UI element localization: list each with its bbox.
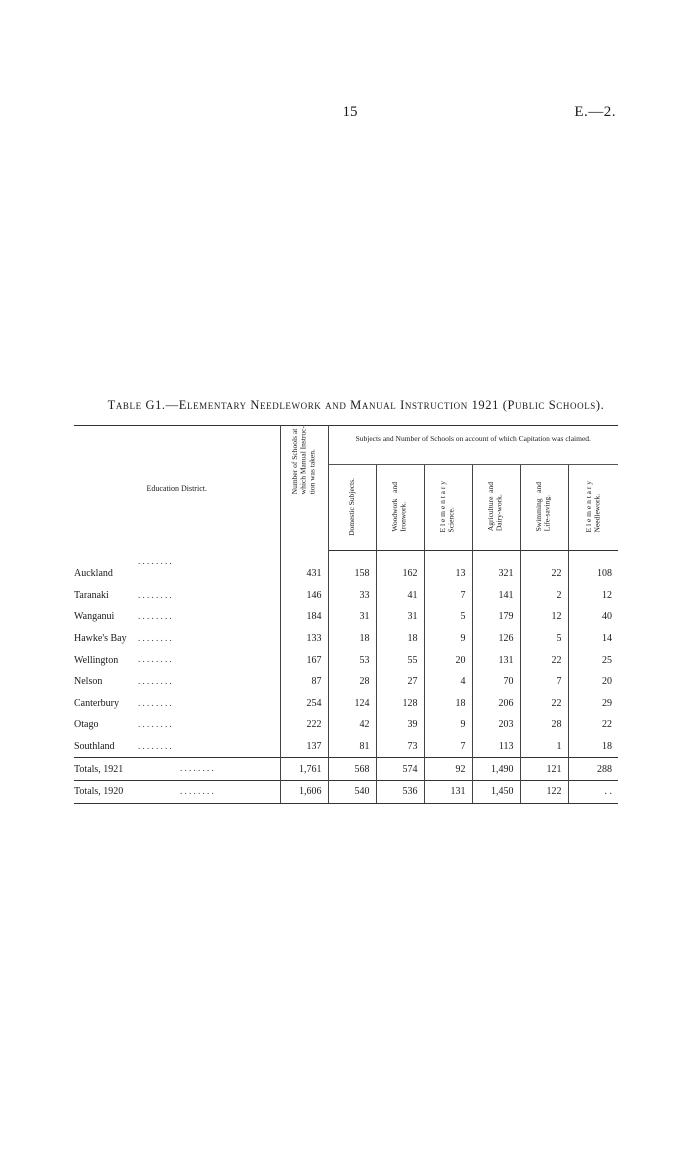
subject-value-cell: 574	[376, 758, 424, 781]
num-schools-cell: 137	[280, 736, 328, 758]
subject-value-cell: 39	[376, 714, 424, 736]
totals-label	[74, 758, 280, 781]
subject-value-cell: 126	[472, 628, 520, 650]
subject-value-cell: 7	[424, 585, 472, 607]
subject-value-cell: 203	[472, 714, 520, 736]
subject-value-cell: 22	[520, 649, 568, 671]
subject-value-cell: 31	[328, 606, 376, 628]
district-name	[74, 693, 280, 715]
num-schools-cell: 87	[280, 671, 328, 693]
subject-header-text: E l e m e n t a r y Needlework.	[583, 480, 602, 533]
subject-value-cell: 121	[520, 758, 568, 781]
subject-value-cell: 179	[472, 606, 520, 628]
subject-value-cell: 40	[602, 611, 612, 623]
subject-value-cell: 4	[424, 671, 472, 693]
num-schools-cell: 146	[280, 585, 328, 607]
subject-value-cell: 9	[424, 714, 472, 736]
subject-value-cell: 1,450	[472, 780, 520, 803]
table-row	[74, 649, 618, 671]
subject-value-cell: 288	[568, 758, 618, 781]
num-schools-cell: 133	[280, 628, 328, 650]
subject-header-text: Swimming and Life-saving.	[534, 481, 552, 532]
subject-value-cell: 41	[376, 585, 424, 607]
subject-value-cell: 73	[376, 736, 424, 758]
num-schools-header-text: Number of Schools at which Manual Instruc- tion was taken.	[290, 426, 317, 495]
subject-value-cell: 12	[520, 606, 568, 628]
needlework-manual-instruction-table	[74, 425, 618, 804]
subject-value-cell: 1,490	[472, 758, 520, 781]
row-label: Canterbury	[74, 698, 123, 709]
district-column-header: Education District.	[74, 426, 280, 551]
table-row	[74, 585, 618, 607]
subject-value-cell: 13	[424, 551, 472, 585]
subject-value-cell: 92	[424, 758, 472, 781]
subject-header-text: Woodwork and Ironwork.	[390, 481, 408, 532]
district-name	[74, 649, 280, 671]
table-row	[74, 714, 618, 736]
leader-dots: . . . . . . . .	[138, 611, 172, 622]
subject-value-cell: 20	[602, 676, 612, 688]
subject-value-cell: 14	[602, 633, 612, 645]
row-label: Taranaki	[74, 590, 113, 601]
row-label: Nelson	[74, 676, 106, 687]
subject-value-cell: 131	[424, 780, 472, 803]
district-name	[74, 585, 280, 607]
subject-value-cell: 158	[328, 551, 376, 585]
leader-dots: . . . . . . . .	[138, 697, 172, 708]
subject-value-cell: . .	[568, 780, 618, 803]
subject-value-cell: 25	[602, 654, 612, 666]
subjects-group-header: Subjects and Number of Schools on account of which Capitation was claimed.	[328, 426, 618, 465]
subject-value-cell: 124	[328, 693, 376, 715]
subject-value-cell: 568	[328, 758, 376, 781]
row-label: Wellington	[74, 655, 122, 666]
subject-value-cell: 12	[602, 589, 612, 601]
district-name	[74, 606, 280, 628]
subject-value-cell: 536	[376, 780, 424, 803]
subject-value-cell: 141	[472, 585, 520, 607]
total-1920-row	[74, 780, 618, 803]
subject-value-cell: 5	[520, 628, 568, 650]
subject-value-cell: 81	[328, 736, 376, 758]
page-reference: E.—2.	[574, 104, 616, 120]
subject-value-cell: 20	[424, 649, 472, 671]
district-name	[74, 671, 280, 693]
leader-dots: . . . . . . . .	[138, 632, 172, 643]
subject-value-cell: 29	[602, 697, 612, 709]
row-label: Hawke's Bay	[74, 633, 131, 644]
subject-value-cell: 70	[472, 671, 520, 693]
subject-value-cell: 18	[424, 693, 472, 715]
num-schools-cell: 167	[280, 649, 328, 671]
num-schools-cell: 431	[280, 551, 328, 585]
subject-value-cell: 206	[472, 693, 520, 715]
subject-value-cell: 22	[520, 551, 568, 585]
subject-value-cell: 18	[328, 628, 376, 650]
subject-header-swimming	[520, 465, 568, 551]
leader-dots: . . . . . . . .	[138, 719, 172, 730]
district-name	[74, 551, 280, 585]
subject-value-cell: 27	[376, 671, 424, 693]
table-title: Table G1.—Elementary Needlework and Manual Instruction 1921 (Public Schools).	[107, 398, 605, 412]
leader-dots: . . . . . . . .	[138, 740, 172, 751]
row-label: Auckland	[74, 568, 117, 579]
total-1921-row	[74, 758, 618, 781]
leader-dots: . . . . . . . .	[138, 654, 172, 665]
subject-value-cell: 7	[424, 736, 472, 758]
subject-value-cell: 33	[328, 585, 376, 607]
leader-dots: . . . . . . . .	[138, 675, 172, 686]
leader-dots: . . . . . . . .	[138, 589, 172, 600]
table-row	[74, 606, 618, 628]
page-number: 15	[342, 104, 358, 120]
subject-header-text: Domestic Subjects.	[346, 477, 356, 536]
row-label: Totals, 1920	[74, 786, 127, 797]
subject-value-cell: 5	[424, 606, 472, 628]
subject-value-cell: 22	[520, 693, 568, 715]
leader-dots: . . . . . . . .	[180, 763, 214, 774]
row-label: Wanganui	[74, 611, 118, 622]
num-schools-cell: 254	[280, 693, 328, 715]
subject-header-text: E l e m e n t a r y Science.	[438, 480, 456, 533]
subject-value-cell: 113	[472, 736, 520, 758]
subject-value-cell: 1	[520, 736, 568, 758]
table-row	[74, 628, 618, 650]
subject-value-cell: 540	[328, 780, 376, 803]
subject-value-cell: 122	[520, 780, 568, 803]
row-label: Southland	[74, 741, 119, 752]
num-schools-cell: 1,761	[280, 758, 328, 781]
subject-value-cell: 22	[602, 719, 612, 731]
table-row	[74, 551, 618, 585]
leader-dots: . . . . . . . .	[138, 555, 172, 566]
subject-value-cell: 7	[520, 671, 568, 693]
subject-value-cell: 55	[376, 649, 424, 671]
table-row	[74, 671, 618, 693]
subject-value-cell: 131	[472, 649, 520, 671]
num-schools-cell: 1,606	[280, 780, 328, 803]
subject-value-cell: 28	[328, 671, 376, 693]
subject-value-cell: 321	[472, 551, 520, 585]
subject-header-domestic	[328, 465, 376, 551]
leader-dots: . . . . . . . .	[180, 785, 214, 796]
subject-header-science	[424, 465, 472, 551]
subject-value-cell: 18	[602, 741, 612, 753]
subject-header-woodwork	[376, 465, 424, 551]
subject-value-cell: 42	[328, 714, 376, 736]
row-label: Totals, 1921	[74, 764, 127, 775]
subject-value-cell: 162	[376, 551, 424, 585]
district-name	[74, 628, 280, 650]
subject-value-cell: 108	[597, 568, 612, 580]
district-name	[74, 736, 280, 758]
subject-value-cell: 2	[520, 585, 568, 607]
district-name	[74, 714, 280, 736]
table-row	[74, 736, 618, 758]
row-label: Otago	[74, 719, 102, 730]
subject-value-cell: 9	[424, 628, 472, 650]
subject-value-cell: 31	[376, 606, 424, 628]
totals-label	[74, 780, 280, 803]
subject-header-text: Agriculture and Dairy-work.	[486, 481, 504, 532]
subject-value-cell: 18	[376, 628, 424, 650]
table-row	[74, 693, 618, 715]
subject-value-cell: 28	[520, 714, 568, 736]
num-schools-column-header	[280, 426, 328, 551]
subject-value-cell: 128	[376, 693, 424, 715]
subject-header-needlework	[568, 465, 618, 551]
subject-header-agriculture	[472, 465, 520, 551]
subject-value-cell: 53	[328, 649, 376, 671]
num-schools-cell: 184	[280, 606, 328, 628]
num-schools-cell: 222	[280, 714, 328, 736]
